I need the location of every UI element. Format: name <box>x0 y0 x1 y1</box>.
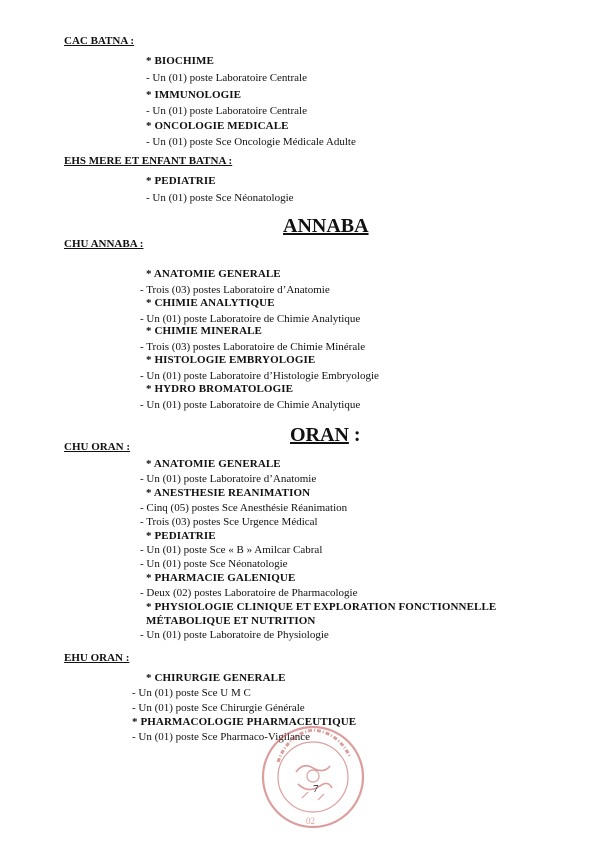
specialty-histologie-embryologie: * HISTOLOGIE EMBRYOLOGIE <box>146 354 316 366</box>
poste-item: - Trois (03) postes Sce Urgence Médical <box>140 516 318 528</box>
section-heading-chu-annaba: CHU ANNABA : <box>64 238 144 250</box>
poste-item: - Un (01) poste Laboratoire de Chimie Analytique <box>140 399 361 411</box>
specialty-anatomie-generale: * ANATOMIE GENERALE <box>146 458 281 470</box>
poste-item: - Deux (02) postes Laboratoire de Pharmacologie <box>140 587 358 599</box>
specialty-chimie-analytique: * CHIMIE ANALYTIQUE <box>146 297 275 309</box>
city-title-annaba <box>283 215 369 237</box>
heading-colon: : <box>123 441 131 453</box>
specialty-pediatrie: * PEDIATRIE <box>146 175 216 187</box>
specialty-oncologie-medicale: * ONCOLOGIE MEDICALE <box>146 120 289 132</box>
city-name: ANNABA <box>283 215 369 237</box>
poste-item: - Cinq (05) postes Sce Anesthésie Réanimation <box>140 502 348 514</box>
heading-text: EHU ORAN <box>64 652 123 664</box>
specialty-chirurgie-generale: * CHIRURGIE GENERALE <box>146 672 286 684</box>
poste-item: - Un (01) poste Sce Pharmaco-Vigilance <box>132 731 311 743</box>
heading-text: CHU ORAN <box>64 441 124 453</box>
poste-item: - Un (01) poste Sce Néonatologie <box>146 192 294 204</box>
poste-item: - Un (01) poste Laboratoire Centrale <box>146 72 307 84</box>
specialty-hydro-bromatologie: * HYDRO BROMATOLOGIE <box>146 383 294 395</box>
poste-item: - Trois (03) postes Laboratoire d’Anatomie <box>140 284 330 296</box>
page-number: 7 <box>313 783 319 795</box>
specialty-physiologie-clinique-cont: MÉTABOLIQUE ET NUTRITION <box>146 615 316 627</box>
specialty-biochime: * BIOCHIME <box>146 55 214 67</box>
poste-item: - Un (01) poste Sce Néonatologie <box>140 558 288 570</box>
section-heading-ehu-oran <box>64 651 129 665</box>
section-heading-ehs-batna: EHS MERE ET ENFANT BATNA : <box>64 155 233 167</box>
specialty-anatomie-generale: * ANATOMIE GENERALE <box>146 268 281 280</box>
section-heading-cac-batna: CAC BATNA : <box>64 35 135 47</box>
poste-item: - Un (01) poste Laboratoire d’Histologie Embryologie <box>140 370 379 382</box>
official-stamp-icon <box>258 722 368 832</box>
specialty-chimie-minerale: * CHIMIE MINERALE <box>146 325 262 337</box>
specialty-pediatrie: * PEDIATRIE <box>146 530 216 542</box>
specialty-pharmacie-galenique: * PHARMACIE GALENIQUE <box>146 572 296 584</box>
poste-item: - Trois (03) postes Laboratoire de Chimie Minérale <box>140 341 366 353</box>
poste-item: - Un (01) poste Sce Oncologie Médicale Adulte <box>146 136 356 148</box>
poste-item: - Un (01) poste Sce Chirurgie Générale <box>132 702 305 714</box>
specialty-anesthesie-reanimation: * ANESTHESIE REANIMATION <box>146 487 311 499</box>
poste-item: - Un (01) poste Laboratoire d’Anatomie <box>140 473 317 485</box>
city-colon: : <box>348 424 361 446</box>
city-title-oran <box>290 424 361 446</box>
poste-item: - Un (01) poste Laboratoire de Physiologie <box>140 629 329 641</box>
city-name: ORAN <box>290 424 349 446</box>
section-heading-chu-oran <box>64 440 130 454</box>
poste-item: - Un (01) poste Laboratoire de Chimie Analytique <box>140 313 361 325</box>
specialty-immunologie: * IMMUNOLOGIE <box>146 89 242 101</box>
poste-item: - Un (01) poste Laboratoire Centrale <box>146 105 307 117</box>
heading-colon: : <box>122 652 130 664</box>
poste-item: - Un (01) poste Sce « B » Amilcar Cabral <box>140 544 323 556</box>
poste-item: - Un (01) poste Sce U M C <box>132 687 251 699</box>
specialty-pharmacologie-pharmaceutique: * PHARMACOLOGIE PHARMACEUTIQUE <box>132 716 357 728</box>
stamp-number: 02 <box>306 816 315 826</box>
specialty-physiologie-clinique: * PHYSIOLOGIE CLINIQUE ET EXPLORATION FONCTIONNELLE <box>146 601 497 613</box>
